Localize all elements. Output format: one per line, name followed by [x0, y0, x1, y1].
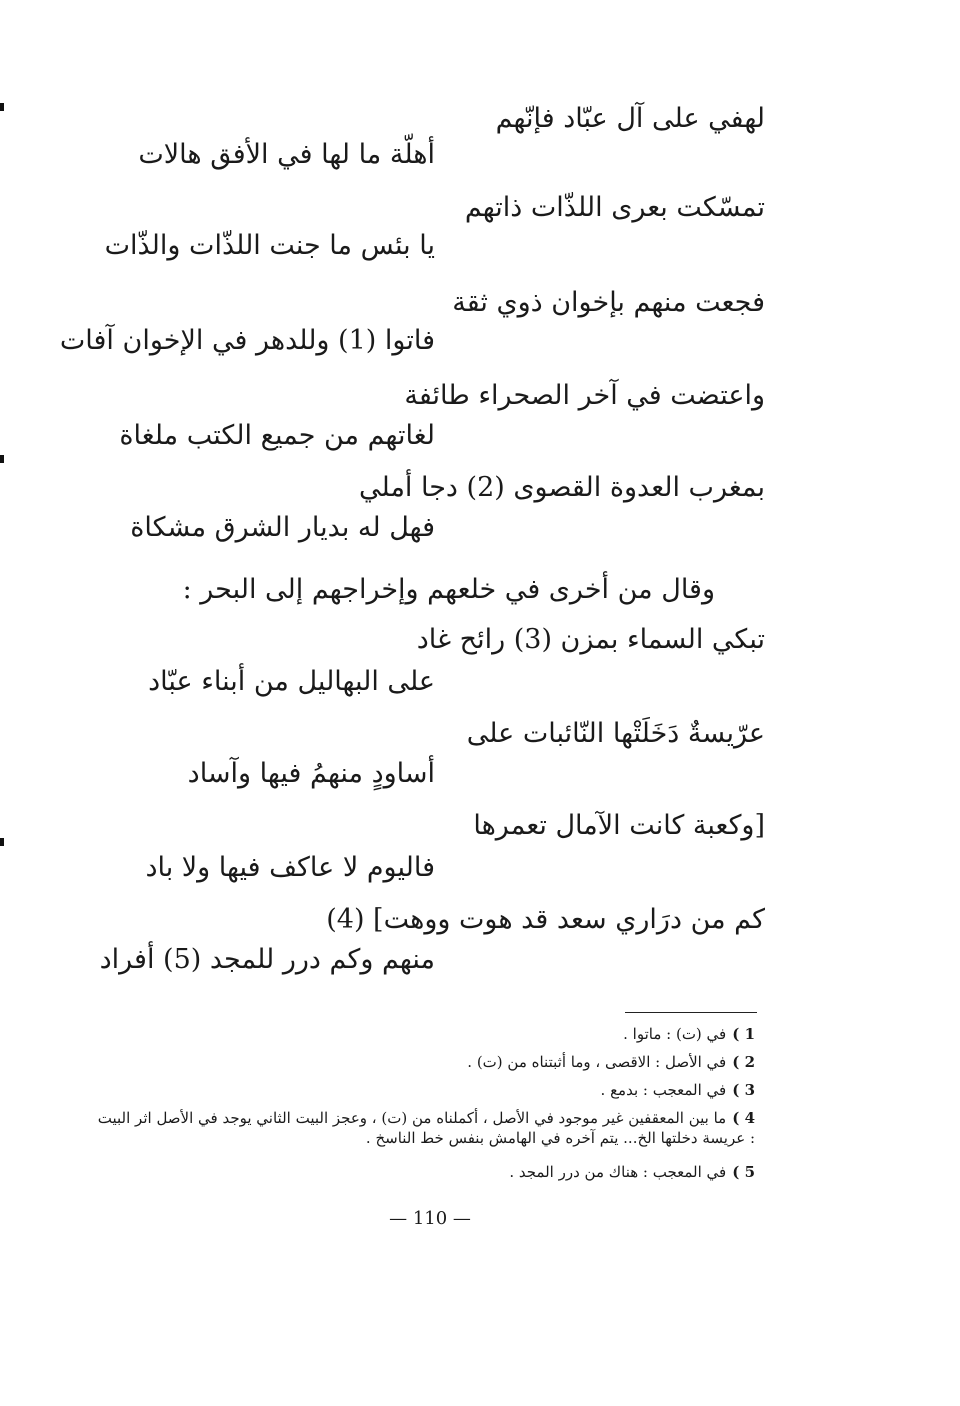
footnote-4: [95, 1108, 755, 1148]
page-number: — 110 —: [389, 1208, 471, 1229]
verse2-4-first: كم من درَاري سعد قد هوت ووهت] (4): [326, 904, 765, 935]
verse-1-second: أهلّة ما لها في الأفق هالات: [138, 139, 435, 170]
footnote-number: 3 ): [732, 1081, 755, 1099]
verse-5-second: فهل له بديار الشرق مشكاة: [130, 512, 435, 543]
footnote-text: في (ت) : ماتوا .: [623, 1025, 727, 1043]
verse2-4-second: منهم وكم درر للمجد (5) أفراد: [99, 944, 435, 975]
footnote-number: 2 ): [732, 1053, 755, 1071]
verse2-1-second: على البهاليل من أبناء عبّاد: [148, 666, 435, 697]
margin-mark: [0, 838, 4, 846]
footnote-rule: [625, 1012, 757, 1013]
verse-2-first: تمسّكت بعرى اللذّات ذاتهم: [464, 192, 765, 223]
footnote-1: [95, 1024, 755, 1044]
footnote-text: في المعجب : هناك من درر المجد .: [509, 1163, 727, 1181]
verse-2-second: يا بئس ما جنت اللذّات والذّات: [104, 230, 435, 261]
verse2-3-second: فاليوم لا عاكف فيها ولا باد: [145, 852, 435, 883]
margin-mark: [0, 455, 4, 463]
footnote-number: 4 ): [732, 1109, 755, 1127]
footnote-number: 5 ): [732, 1163, 755, 1181]
footnote-text: في الأصل : الاقصى ، وما أثبتناه من (ت) .: [467, 1053, 727, 1071]
verse-4-second: لغاتهم من جميع الكتب ملغاة: [119, 420, 435, 451]
verse-4-first: واعتضت في آخر الصحراء طائفة: [404, 380, 765, 411]
footnote-2: [95, 1052, 755, 1072]
verse-5-first: بمغرب العدوة القصوى (2) دجا أملي: [359, 472, 765, 503]
footnote-number: 1 ): [732, 1025, 755, 1043]
footnote-text: في المعجب : بدمع .: [600, 1081, 727, 1099]
prose-intro: وقال من أخرى في خلعهم وإخراجهم إلى البحر :: [182, 574, 715, 605]
footnote-3: [95, 1080, 755, 1100]
verse2-2-second: أساودٍ منهمُ فيها وآساد: [187, 758, 435, 789]
footnote-text: ما بين المعقفين غير موجود في الأصل ، أكملناه من (ت) ، وعجز البيت الثاني يوجد في الأصل اثر البيت : عريسة دخلتها الخ... يتم آخره في الهامش بنفس خط الناسخ .: [97, 1109, 755, 1147]
verse-3-first: فجعت منهم بإخوان ذوي ثقة: [452, 287, 765, 318]
footnote-5: [95, 1162, 755, 1182]
verse-3-second: فاتوا (1) وللدهر في الإخوان آفات: [59, 325, 435, 356]
margin-mark: [0, 103, 4, 111]
verse-1-first: لهفي على آل عبّاد فإنّهم: [495, 103, 765, 134]
verse2-2-first: عرّيسةٌ دَخَلَتْها النّائبات على: [466, 718, 765, 749]
verse2-3-first: [وكعبة كانت الآمال تعمرها: [473, 810, 765, 841]
verse2-1-first: تبكي السماء بمزن (3) رائح غاد: [416, 624, 765, 655]
